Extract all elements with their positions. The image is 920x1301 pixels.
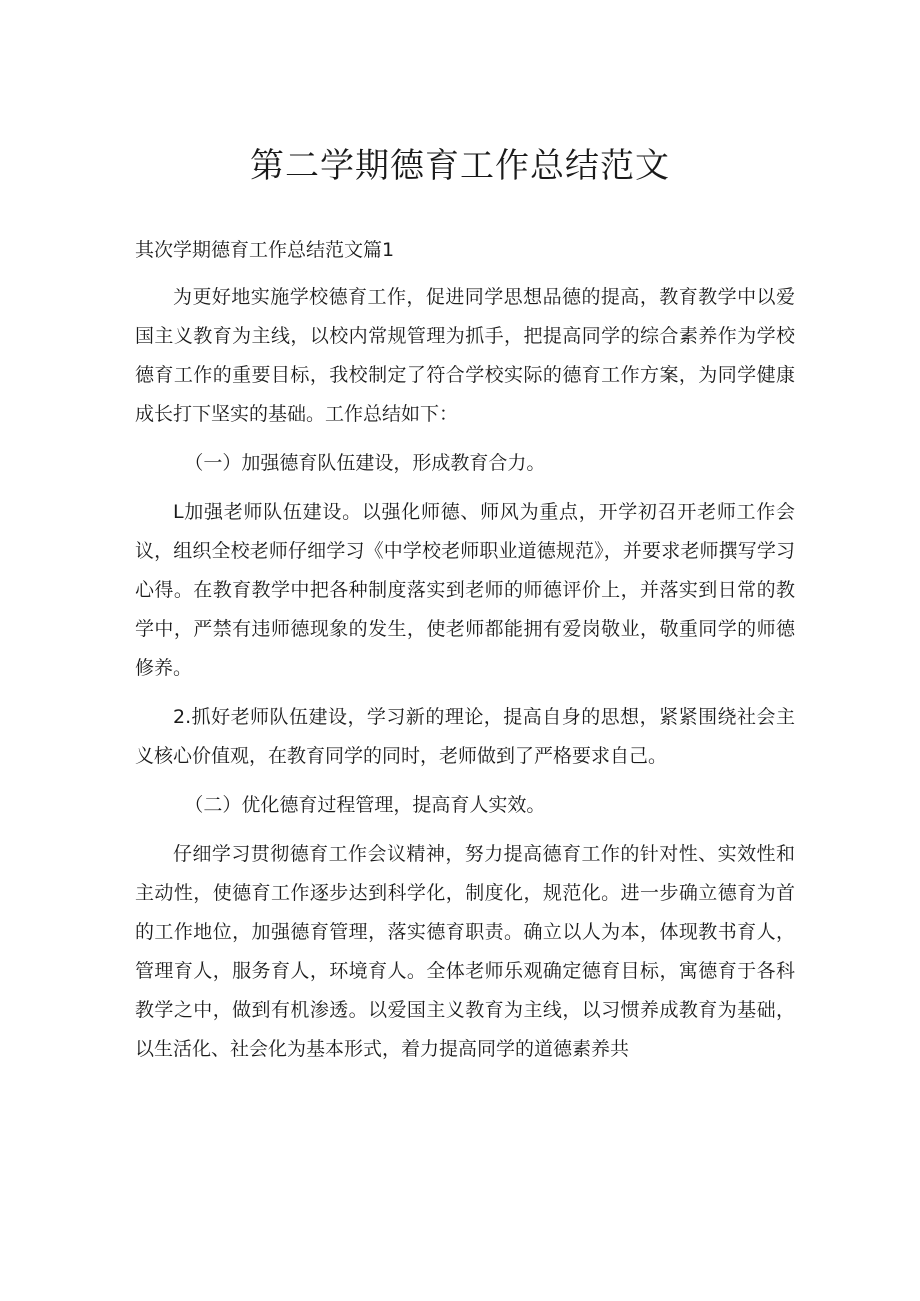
paragraph-section-2: 仔细学习贯彻德育工作会议精神，努力提高德育工作的针对性、实效性和主动性，使德育工作逐步达到科学化，制度化，规范化。进一步确立德育为首的工作地位，加强德育管理，落实德育职责。确立以人为本，体现教书育人，管理育人，服务育人，环境育人。全体老师乐观确定德育目标，寓德育于各科教学之中，做到有机渗透。以爱国主义教育为主线，以习惯养成教育为基础，以生活化、社会化为基本形式，着力提高同学的道德素养共 [135, 843, 795, 1060]
document-subtitle: 其次学期德育工作总结范文篇1 [135, 239, 395, 261]
paragraph-item-1: L加强老师队伍建设。以强化师德、师风为重点，开学初召开老师工作会议，组织全校老师仔细学习《中学校老师职业道德规范》，并要求老师撰写学习心得。在教育教学中把各种制度落实到老师的师德评价上，并落实到日常的教学中，严禁有违师德现象的发生，使老师都能拥有爱岗敬业，敬重同学的师德修养。 [135, 501, 795, 679]
document-body [135, 278, 795, 1079]
section-heading-1: （一）加强德育队伍建设，形成教育合力。 [184, 452, 546, 474]
section-heading-2: （二）优化德育过程管理，提高育人实效。 [184, 794, 546, 816]
paragraph-intro: 为更好地实施学校德育工作，促进同学思想品德的提高，教育教学中以爱国主义教育为主线，以校内常规管理为抓手，把提高同学的综合素养作为学校德育工作的重要目标，我校制定了符合学校实际的德育工作方案，为同学健康成长打下坚实的基础。工作总结如下： [135, 286, 795, 425]
document-title: 第二学期德育工作总结范文 [250, 146, 670, 186]
paragraph-item-2: 2.抓好老师队伍建设，学习新的理论，提高自身的思想，紧紧围绕社会主义核心价值观，在教育同学的同时，老师做到了严格要求自己。 [135, 706, 795, 767]
